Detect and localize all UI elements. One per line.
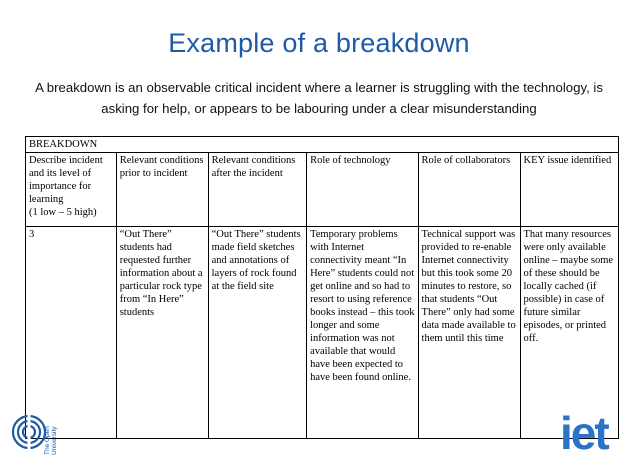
column-header: Role of collaborators: [418, 153, 520, 227]
table-cell: 3: [26, 227, 117, 439]
column-header: Relevant conditions prior to incident: [116, 153, 208, 227]
breakdown-table: [25, 136, 619, 439]
slide-subtitle: A breakdown is an observable critical incident where a learner is struggling with the technology, is asking for help, or appears to be labouring under a clear misunderstanding: [35, 80, 603, 116]
column-header: Role of technology: [307, 153, 418, 227]
column-header: Describe incident and its level of importance for learning (1 low – 5 high): [26, 153, 117, 227]
table-column-headers: [26, 153, 619, 227]
table-cell: Temporary problems with Internet connectivity meant “In Here” students could not get online and so had to resort to using reference books instead – this took longer and some information was not available that would have been expected to have been found online.: [307, 227, 418, 439]
column-header: Relevant conditions after the incident: [208, 153, 306, 227]
column-header: KEY issue identified: [520, 153, 618, 227]
table-cell: “Out There” students had requested further information about a particular rock type from “In Here” students: [116, 227, 208, 439]
slide-title: Example of a breakdown: [168, 28, 470, 58]
table-row: [26, 227, 619, 439]
open-university-logo-text: The Open University: [44, 426, 58, 455]
table-cell: Technical support was provided to re-enable Internet connectivity but this took some 20 minutes to restore, so that students “Out There” only had some data made available to them until this time: [418, 227, 520, 439]
table-header: BREAKDOWN: [26, 137, 619, 153]
table-cell: “Out There” students made field sketches and annotations of layers of rock found at the field site: [208, 227, 306, 439]
iet-logo: iet: [560, 407, 608, 459]
table-cell: That many resources were only available online – maybe some of these should be locally cached (if possible) in case of future similar episodes, or printed off.: [520, 227, 618, 439]
